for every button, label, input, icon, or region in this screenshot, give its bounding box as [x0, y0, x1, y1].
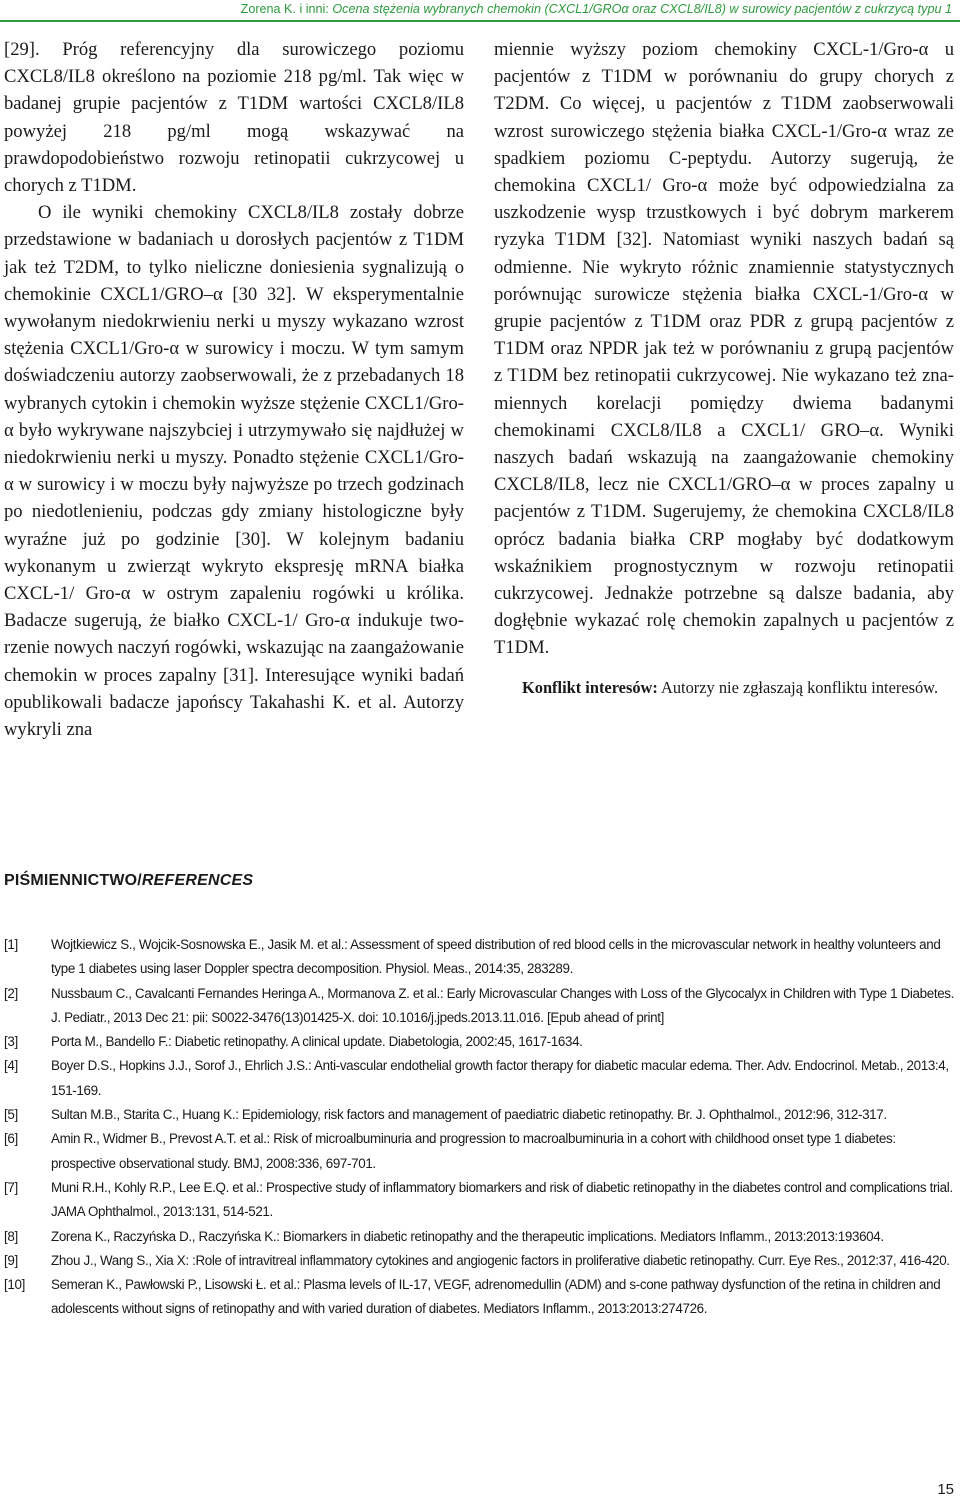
conflict-label: Konflikt interesów:	[522, 677, 658, 697]
references-heading-pl: PIŚMIENNICTWO/	[4, 872, 142, 889]
reference-text: Sultan M.B., Starita C., Huang K.: Epidemiology, risk factors and management of paediatric diabetic retinopathy. Br. J. Ophthalmol., 2012:96, 312-317.	[51, 1107, 887, 1123]
reference-number: [2]	[4, 985, 18, 1001]
page-number: 15	[937, 1481, 954, 1498]
body-paragraph: miennie wyższy poziom chemokiny CXCL-1/Gro-α u pacjentów z T1DM w porównaniu do grupy chorych z T2DM. Co więcej, u pacjentów z T1DM zaobserwowali wzrost surowiczego stężenia białka CXCL-1/Gro-α wraz ze spadkiem poziomu C-peptydu. Autorzy sugerują, że chemokina CXCL1/ Gro-α może być odpowiedzialna za uszkodzenie wysp trzustkowych i być dobrym markerem ryzyka T1DM [32]. Natomiast wyniki naszych badań są odmienne. Nie wykryto różnic znamiennie statystycznych porównując surowicze stężenia białka CXCL-1/Gro-α w grupie pacjentów z T1DM oraz PDR z grupą pacjentów z T1DM oraz NPDR jak też w porównaniu z grupą pacjentów z T1DM bez retinopatii cukrzycowej. Nie wykazano też znamiennych korelacji pomiędzy dwiema badanymi chemokinami CXCL8/IL8 a CXCL1/ GRO–α. Wyniki naszych badań wskazują na zaangażowanie chemokiny CXCL8/IL8, lecz nie CXCL1/GRO–α w proces zapalny u pacjentów z T1DM. Sugerujemy, że chemokina CXCL8/IL8 oprócz badania białka CRP mogłaby być dodatkowym wskaźnikiem prognostycznym w rozwoju retinopatii cukrzycowej. Jednakże potrzebne są dalsze badania, aby dogłębnie wykazać rolę chemokin zapalnych u pacjentów z T1DM.	[494, 39, 954, 659]
left-text-column	[4, 36, 464, 743]
reference-item	[4, 982, 954, 1031]
references-heading	[4, 872, 253, 890]
reference-item	[4, 1225, 954, 1249]
reference-text: Boyer D.S., Hopkins J.J., Sorof J., Ehrlich J.S.: Anti-vascular endothelial growth factor therapy for diabetic macular edema. Ther. Adv. Endocrinol. Metab., 2013:4, 151-169.	[51, 1058, 949, 1098]
reference-number: [4]	[4, 1058, 18, 1074]
reference-number: [10]	[4, 1277, 25, 1293]
reference-number: [8]	[4, 1228, 18, 1244]
reference-text: Semeran K., Pawłowski P., Lisowski Ł. et al.: Plasma levels of IL-17, VEGF, adrenomedullin (ADM) and s-cone pathway dysfunction of the retina in children and adolescents without signs of retinopathy and with varied duration of diabetes. Mediators Inflamm., 2013:2013:274726.	[51, 1277, 941, 1317]
reference-number: [3]	[4, 1034, 18, 1050]
reference-text: Zhou J., Wang S., Xia X: :Role of intravitreal inflammatory cytokines and angiogenic factors in proliferative diabetic retinopathy. Curr. Eye Res., 2012:37, 416-420.	[51, 1252, 950, 1268]
reference-text: Muni R.H., Kohly R.P., Lee E.Q. et al.: Prospective study of inflammatory biomarkers and risk of diabetic retinopathy in the diabetes control and complications trial. JAMA Ophthalmol., 2013:131, 514-521.	[51, 1179, 953, 1220]
body-paragraph: O ile wyniki chemokiny CXCL8/IL8 zostały dobrze przedstawione w badaniach u dorosłych pacjentów z T1DM jak też T2DM, to tylko nieliczne doniesienia sygnalizują o chemokinie CXCL1/GRO–α [30 32]. W eksperymentalnie wywołanym niedokrwieniu nerki u myszy wykazano wzrost stężenia CXCL1/Gro-α w surowicy i moczu. W tym samym doświadczeniu autorzy zaobserwowali, że z przebadanych 18 wybranych cytokin i chemokin wyższe stężenie CXCL1/Gro-α było wykrywane najszybciej i utrzymywało się najdłużej w niedokrwieniu nerki u myszy. Ponadto stężenie CXCL1/Gro-α w surowicy i w moczu były najwyższe po trzech godzinach po niedotlenieniu, podczas gdy zmiany histologiczne były wyraźne już po godzinie [30]. W kolejnym badaniu wykonanym u zwierząt wykryto ekspresję mRNA białka CXCL-1/ Gro-α w ostrym zapaleniu rogówki u królika. Badacze sugerują, że białko CXCL-1/ Gro-α indukuje tworzenie nowych naczyń rogówki, wskazując na zaangażowanie chemokin w proces zapalny [31]. Interesujące wyniki badań opublikowali badacze japońscy Takahashi K. et al. Autorzy wykryli zna	[4, 202, 464, 741]
reference-list	[4, 933, 954, 1322]
reference-item	[4, 933, 954, 982]
reference-text: Amin R., Widmer B., Prevost A.T. et al.: Risk of microalbuminuria and progression to macroalbuminuria in a cohort with childhood onset type 1 diabetes: prospective observational study. BMJ, 2008:336, 697-701.	[51, 1131, 896, 1171]
header-authors: Zorena K. i inni:	[240, 2, 333, 16]
reference-item	[4, 1249, 954, 1273]
reference-item	[4, 1054, 954, 1103]
header-article-title: Ocena stężenia wybranych chemokin (CXCL1/GROα oraz CXCL8/IL8) w surowicy pacjentów z cukrzycą typu 1	[332, 2, 952, 16]
reference-text: Porta M., Bandello F.: Diabetic retinopathy. A clinical update. Diabetologia, 2002:45, 1617-1634.	[51, 1034, 583, 1050]
reference-item	[4, 1273, 954, 1322]
reference-number: [6]	[4, 1131, 18, 1147]
references-heading-en: REFERENCES	[141, 872, 254, 889]
reference-item	[4, 1103, 954, 1127]
reference-number: [9]	[4, 1252, 18, 1268]
header-divider	[0, 20, 960, 22]
right-text-column	[494, 36, 954, 700]
reference-text: Zorena K., Raczyńska D., Raczyńska K.: Biomarkers in diabetic retinopathy and the therapeutic implications. Mediators Inflamm., 2013:2013:193604.	[51, 1228, 884, 1244]
reference-item	[4, 1127, 954, 1176]
reference-number: [1]	[4, 937, 18, 952]
running-header	[0, 0, 960, 18]
conflict-of-interest-statement	[494, 676, 954, 700]
conflict-text: Autorzy nie zgłaszają konfliktu interesów.	[657, 677, 939, 697]
reference-item	[4, 1030, 954, 1054]
reference-number: [7]	[4, 1179, 18, 1195]
reference-text: Nussbaum C., Cavalcanti Fernandes Heringa A., Mormanova Z. et al.: Early Microvascular Changes with Loss of the Glycocalyx in Children with Type 1 Diabetes. J. Pediatr., 2013 Dec 21: pii: S0022-3476(13)01425-X. doi: 10.1016/j.jpeds.2013.11.016. [Epub ahead of print]	[51, 985, 955, 1025]
body-paragraph: [29]. Próg referencyjny dla surowiczego poziomu CXCL8/IL8 określono na poziomie 218 pg/ml. Tak więc w badanej grupie pacjentów z T1DM wartości CXCL8/IL8 powyżej 218 pg/ml mogą wskazywać na prawdopodobieństwo rozwoju retinopatii cukrzycowej u chorych z T1DM.	[4, 39, 464, 197]
reference-number: [5]	[4, 1107, 18, 1123]
reference-text: Wojtkiewicz S., Wojcik-Sosnowska E., Jasik M. et al.: Assessment of speed distribution of red blood cells in the microvascular network in healthy volunteers and type 1 diabetes using laser Doppler spectra decomposition. Physiol. Meas., 2014:35, 283289.	[51, 937, 941, 977]
reference-item	[4, 1176, 954, 1225]
